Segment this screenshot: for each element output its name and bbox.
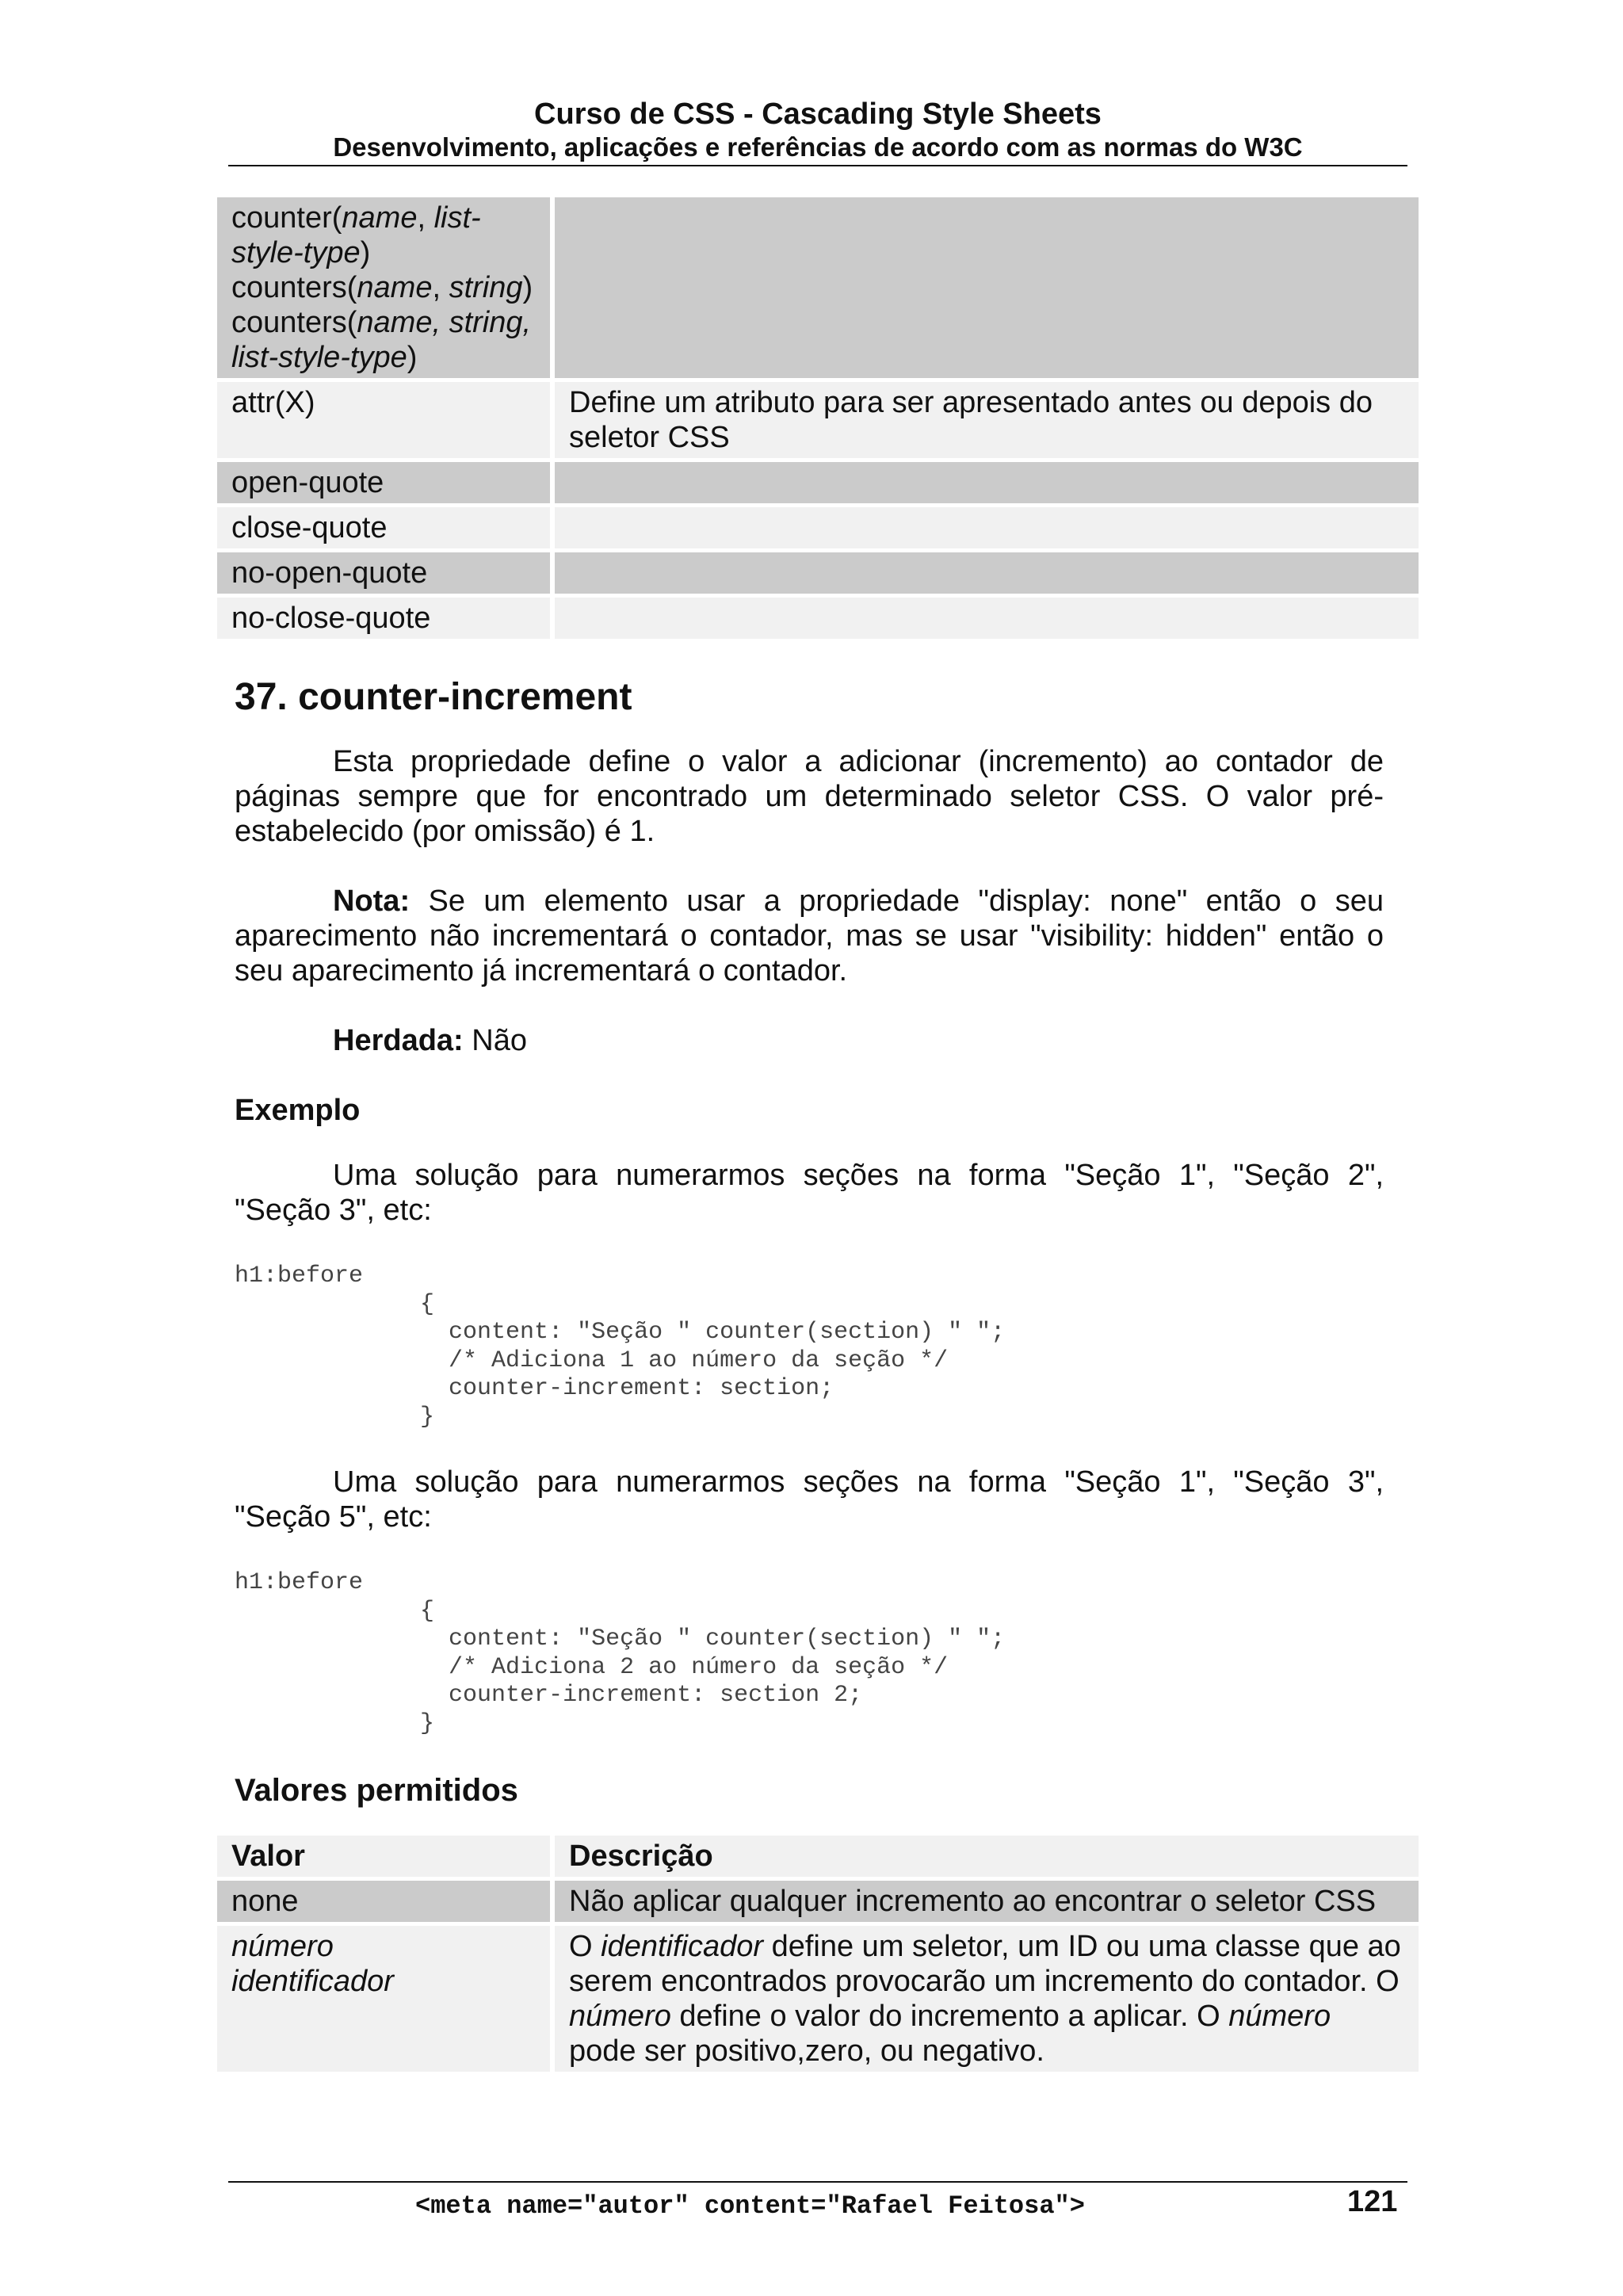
table-row: [217, 197, 1419, 378]
note-text: Se um elemento usar a propriedade "display: none" então o seu aparecimento não incrementará o contador, mas se usar "visibility: hidden" então o seu aparecimento já incrementará o contador.: [235, 884, 1384, 988]
code-block-example2: h1:before { content: "Seção " counter(section) " "; /* Adiciona 2 ao número da seção */ counter-increment: section 2; }: [235, 1569, 1006, 1737]
table-header-row: [217, 1836, 1419, 1877]
desc-text: pode ser positivo,zero, ou negativo.: [569, 2034, 1044, 2068]
table-row: [217, 552, 1419, 594]
table-row: [217, 507, 1419, 548]
desc-italic: número: [1228, 2000, 1331, 2033]
value-cell: no-open-quote: [217, 552, 550, 594]
header-subtitle: Desenvolvimento, aplicações e referências de acordo com as normas do W3C: [333, 132, 1303, 162]
description-cell: [555, 197, 1419, 378]
header-divider: [228, 165, 1407, 166]
table-row: [217, 382, 1419, 458]
value-cell: none: [217, 1881, 550, 1922]
header-cell-value: Valor: [217, 1836, 550, 1877]
header-title: Curso de CSS - Cascading Style Sheets: [534, 97, 1102, 131]
desc-italic: identificador: [601, 1930, 764, 1963]
value-cell: open-quote: [217, 462, 550, 503]
allowed-values-table: [212, 1832, 1423, 2076]
allowed-values-heading: Valores permitidos: [235, 1773, 518, 1808]
description-cell: Não aplicar qualquer incremento ao encontrar o seletor CSS: [555, 1881, 1419, 1922]
description-cell: [555, 1926, 1419, 2072]
table-row: [217, 1881, 1419, 1922]
header-cell-description: Descrição: [555, 1836, 1419, 1877]
code-block-example1: h1:before { content: "Seção " counter(section) " "; /* Adiciona 1 ao número da seção */ counter-increment: section; }: [235, 1263, 1006, 1431]
example1-paragraph: Uma solução para numerarmos seções na forma "Seção 1", "Seção 2", "Seção 3", etc:: [235, 1159, 1384, 1227]
value-cell: no-close-quote: [217, 598, 550, 639]
desc-text: define o valor do incremento a aplicar. O: [670, 2000, 1229, 2033]
value-cell: counter(name, list-style-type) counters(name, string) counters(name, string, list-style-type): [217, 197, 550, 378]
description-cell: [555, 552, 1419, 594]
table-row: [217, 462, 1419, 503]
page-number: 121: [1347, 2185, 1398, 2218]
table-row: [217, 598, 1419, 639]
description-cell: Define um atributo para ser apresentado antes ou depois do seletor CSS: [555, 382, 1419, 458]
value-cell: attr(X): [217, 382, 550, 458]
note-paragraph: [235, 884, 1384, 988]
example2-paragraph: Uma solução para numerarmos seções na forma "Seção 1", "Seção 3", "Seção 5", etc:: [235, 1465, 1384, 1534]
desc-text: define um seletor, um ID ou uma classe que ao serem encontrados provocarão um incremento do contador. O: [569, 1930, 1401, 1998]
footer-meta-tag: <meta name="autor" content="Rafael Feitosa">: [415, 2191, 1085, 2221]
inherited-value: Não: [463, 1024, 527, 1057]
value-identificador: identificador: [231, 1965, 394, 1998]
value-cell: close-quote: [217, 507, 550, 548]
content-values-table: [212, 193, 1423, 643]
value-numero: número: [231, 1930, 334, 1963]
description-cell: [555, 507, 1419, 548]
value-cell: [217, 1926, 550, 2072]
section-title: 37. counter-increment: [235, 676, 632, 718]
page-header: [228, 97, 1407, 163]
desc-text: O: [569, 1930, 601, 1963]
footer-divider: [228, 2181, 1407, 2183]
note-label: Nota:: [333, 884, 411, 918]
description-cell: [555, 462, 1419, 503]
example-heading: Exemplo: [235, 1094, 361, 1127]
inherited-label: Herdada:: [333, 1024, 464, 1057]
page-content: [217, 193, 1419, 2076]
desc-italic: número: [569, 2000, 671, 2033]
table-row: [217, 1926, 1419, 2072]
inherited-paragraph: [235, 1023, 1384, 1058]
description-cell: [555, 598, 1419, 639]
intro-paragraph: Esta propriedade define o valor a adicionar (incremento) ao contador de páginas sempre que for encontrado um determinado seletor CSS. O valor pré-estabelecido (por omissão) é 1.: [235, 745, 1384, 848]
